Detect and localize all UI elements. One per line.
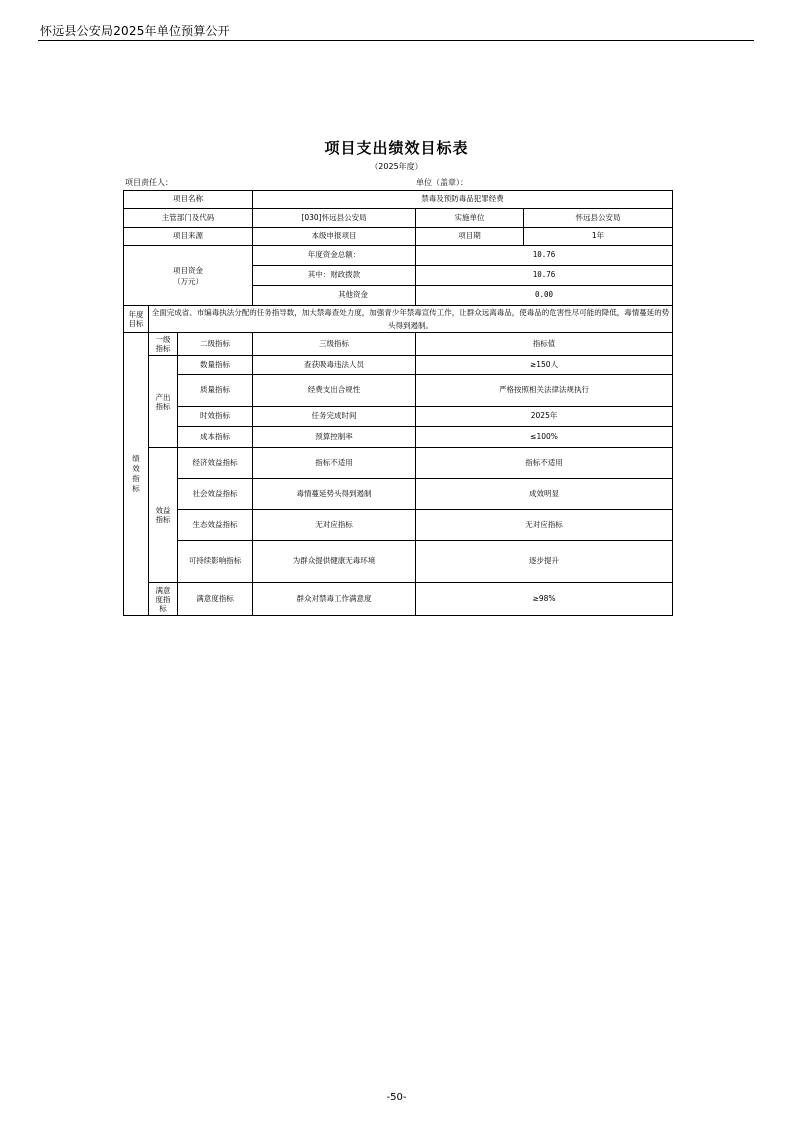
funds-fiscal-label: 其中：财政拨款 <box>253 266 416 286</box>
output-level3: 预算控制率 <box>253 427 416 448</box>
department-label: 主管部门及代码 <box>124 209 253 228</box>
performance-indicators-label: 绩效指标 <box>124 333 149 616</box>
annual-goal-label: 年度目标 <box>124 306 149 333</box>
output-level3: 任务完成时间 <box>253 407 416 427</box>
satisfaction-level2: 满意度指标 <box>178 583 253 616</box>
project-name-value: 禁毒及预防毒品犯罪经费 <box>253 191 673 209</box>
funds-other-value: 0.00 <box>416 286 673 306</box>
responsible-person-label: 项目责任人： <box>125 178 173 187</box>
funds-total-label: 年度资金总额： <box>253 246 416 266</box>
document-year: （2025年度） <box>370 162 423 171</box>
satisfaction-level3: 群众对禁毒工作满意度 <box>253 583 416 616</box>
level2-header: 二级指标 <box>178 333 253 356</box>
output-value: 2025年 <box>416 407 673 427</box>
funds-other-label: 其他资金 <box>253 286 416 306</box>
implementing-unit-value: 怀远县公安局 <box>524 209 673 228</box>
unit-seal-label: 单位（盖章）： <box>416 178 468 187</box>
satisfaction-indicators-label: 满意度指标 <box>149 583 178 616</box>
funds-total-value: 10.76 <box>416 246 673 266</box>
implementing-unit-label: 实施单位 <box>416 209 524 228</box>
level3-header: 三级指标 <box>253 333 416 356</box>
benefit-value: 指标不适用 <box>416 448 673 479</box>
project-period-label: 项目期 <box>416 228 524 246</box>
benefit-level3: 毒情蔓延势头得到遏制 <box>253 479 416 510</box>
benefit-level2: 经济效益指标 <box>178 448 253 479</box>
benefit-level3: 为群众提供健康无毒环境 <box>253 541 416 583</box>
annual-goal-text: 全面完成省、市编毒执法分配的任务指导数，加大禁毒查处力度，加强青少年禁毒宣传工作，让群众远离毒品，使毒品的危害性尽可能的降低，毒情蔓延的势头得到遏制。 <box>149 306 673 333</box>
output-level2: 时效指标 <box>178 407 253 427</box>
output-value: ≤100% <box>416 427 673 448</box>
project-source-label: 项目来源 <box>124 228 253 246</box>
document-title: 项目支出绩效目标表 <box>324 139 469 157</box>
benefit-value: 逐步提升 <box>416 541 673 583</box>
output-level2: 成本指标 <box>178 427 253 448</box>
satisfaction-value: ≥98% <box>416 583 673 616</box>
benefit-level3: 无对应指标 <box>253 510 416 541</box>
benefit-indicators-label: 效益指标 <box>149 448 178 583</box>
level1-header: 一级指标 <box>149 333 178 356</box>
indicator-value-header: 指标值 <box>416 333 673 356</box>
page-number: -50- <box>386 1092 407 1103</box>
output-level3: 经费支出合规性 <box>253 375 416 407</box>
output-indicators-label: 产出指标 <box>149 356 178 448</box>
funds-fiscal-value: 10.76 <box>416 266 673 286</box>
benefit-level2: 生态效益指标 <box>178 510 253 541</box>
benefit-value: 成效明显 <box>416 479 673 510</box>
benefit-value: 无对应指标 <box>416 510 673 541</box>
department-value: [030]怀远县公安局 <box>253 209 416 228</box>
output-level2: 数量指标 <box>178 356 253 375</box>
benefit-level2: 社会效益指标 <box>178 479 253 510</box>
project-name-label: 项目名称 <box>124 191 253 209</box>
output-level3: 查获吸毒违法人员 <box>253 356 416 375</box>
benefit-level2: 可持续影响指标 <box>178 541 253 583</box>
project-period-value: 1年 <box>524 228 673 246</box>
output-level2: 质量指标 <box>178 375 253 407</box>
benefit-level3: 指标不适用 <box>253 448 416 479</box>
output-value: 严格按照相关法律法规执行 <box>416 375 673 407</box>
output-value: ≥150人 <box>416 356 673 375</box>
performance-target-table <box>123 190 673 616</box>
project-funds-label: 项目资金（万元） <box>124 246 253 306</box>
page-header: 怀远县公安局2025年单位预算公开 <box>40 24 230 38</box>
project-source-value: 本级申报项目 <box>253 228 416 246</box>
header-divider <box>38 40 754 41</box>
